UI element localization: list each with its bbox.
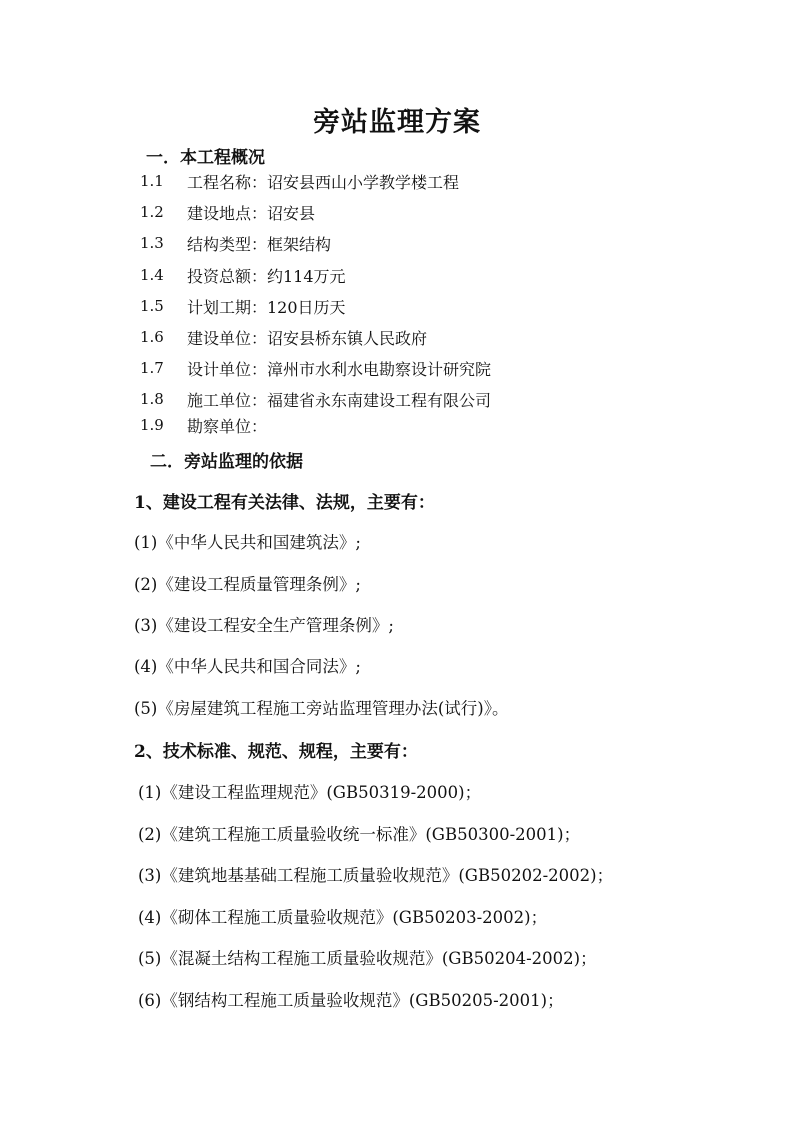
law-item-4: (4)《中华人民共和国合同法》;: [134, 657, 361, 676]
item-1-6-text: 建设单位：诏安县桥东镇人民政府: [187, 329, 428, 348]
document-title: 旁站监理方案: [313, 107, 481, 138]
item-1-4-number: 1.4: [140, 266, 164, 284]
law-item-2: (2)《建设工程质量管理条例》;: [134, 575, 361, 594]
standard-item-4: (4)《砌体工程施工质量验收规范》(GB50203-2002)；: [138, 908, 548, 927]
item-1-1-text: 工程名称：诏安县西山小学教学楼工程: [187, 173, 460, 192]
item-1-7-text: 设计单位：漳州市水利水电勘察设计研究院: [187, 360, 492, 379]
law-item-5: (5)《房屋建筑工程施工旁站监理管理办法(试行)》。: [134, 699, 509, 718]
item-1-9-text: 勘察单位：: [187, 417, 268, 436]
subsection-standards-heading: 2、技术标准、规范、规程，主要有：: [134, 742, 418, 762]
item-1-1-number: 1.1: [140, 172, 164, 190]
item-1-2-number: 1.2: [140, 203, 164, 221]
item-1-8-number: 1.8: [140, 390, 164, 408]
item-1-8-text: 施工单位：福建省永东南建设工程有限公司: [187, 391, 492, 410]
standard-item-6: (6)《钢结构工程施工质量验收规范》(GB50205-2001)；: [138, 991, 564, 1010]
item-1-5-number: 1.5: [140, 297, 164, 315]
item-1-4-text: 投资总额：约114万元: [187, 267, 346, 286]
item-1-5-text: 计划工期：120日历天: [187, 298, 346, 317]
item-1-3-number: 1.3: [140, 234, 164, 252]
law-item-3: (3)《建设工程安全生产管理条例》;: [134, 616, 394, 635]
item-1-2-text: 建设地点：诏安县: [187, 204, 316, 223]
standard-item-1: (1)《建设工程监理规范》(GB50319-2000)；: [138, 783, 482, 802]
standard-item-5: (5)《混凝土结构工程施工质量验收规范》(GB50204-2002)；: [138, 949, 597, 968]
item-1-9-number: 1.9: [140, 416, 164, 434]
section-1-heading: 一．本工程概况: [146, 148, 265, 168]
section-2-heading: 二．旁站监理的依据: [150, 452, 303, 472]
item-1-7-number: 1.7: [140, 359, 164, 377]
item-1-3-text: 结构类型：框架结构: [187, 235, 332, 254]
law-item-1: (1)《中华人民共和国建筑法》;: [134, 533, 361, 552]
standard-item-2: (2)《建筑工程施工质量验收统一标准》(GB50300-2001)；: [138, 825, 581, 844]
subsection-laws-heading: 1、建设工程有关法律、法规，主要有：: [134, 493, 435, 513]
item-1-6-number: 1.6: [140, 328, 164, 346]
standard-item-3: (3)《建筑地基基础工程施工质量验收规范》(GB50202-2002)；: [138, 866, 614, 885]
